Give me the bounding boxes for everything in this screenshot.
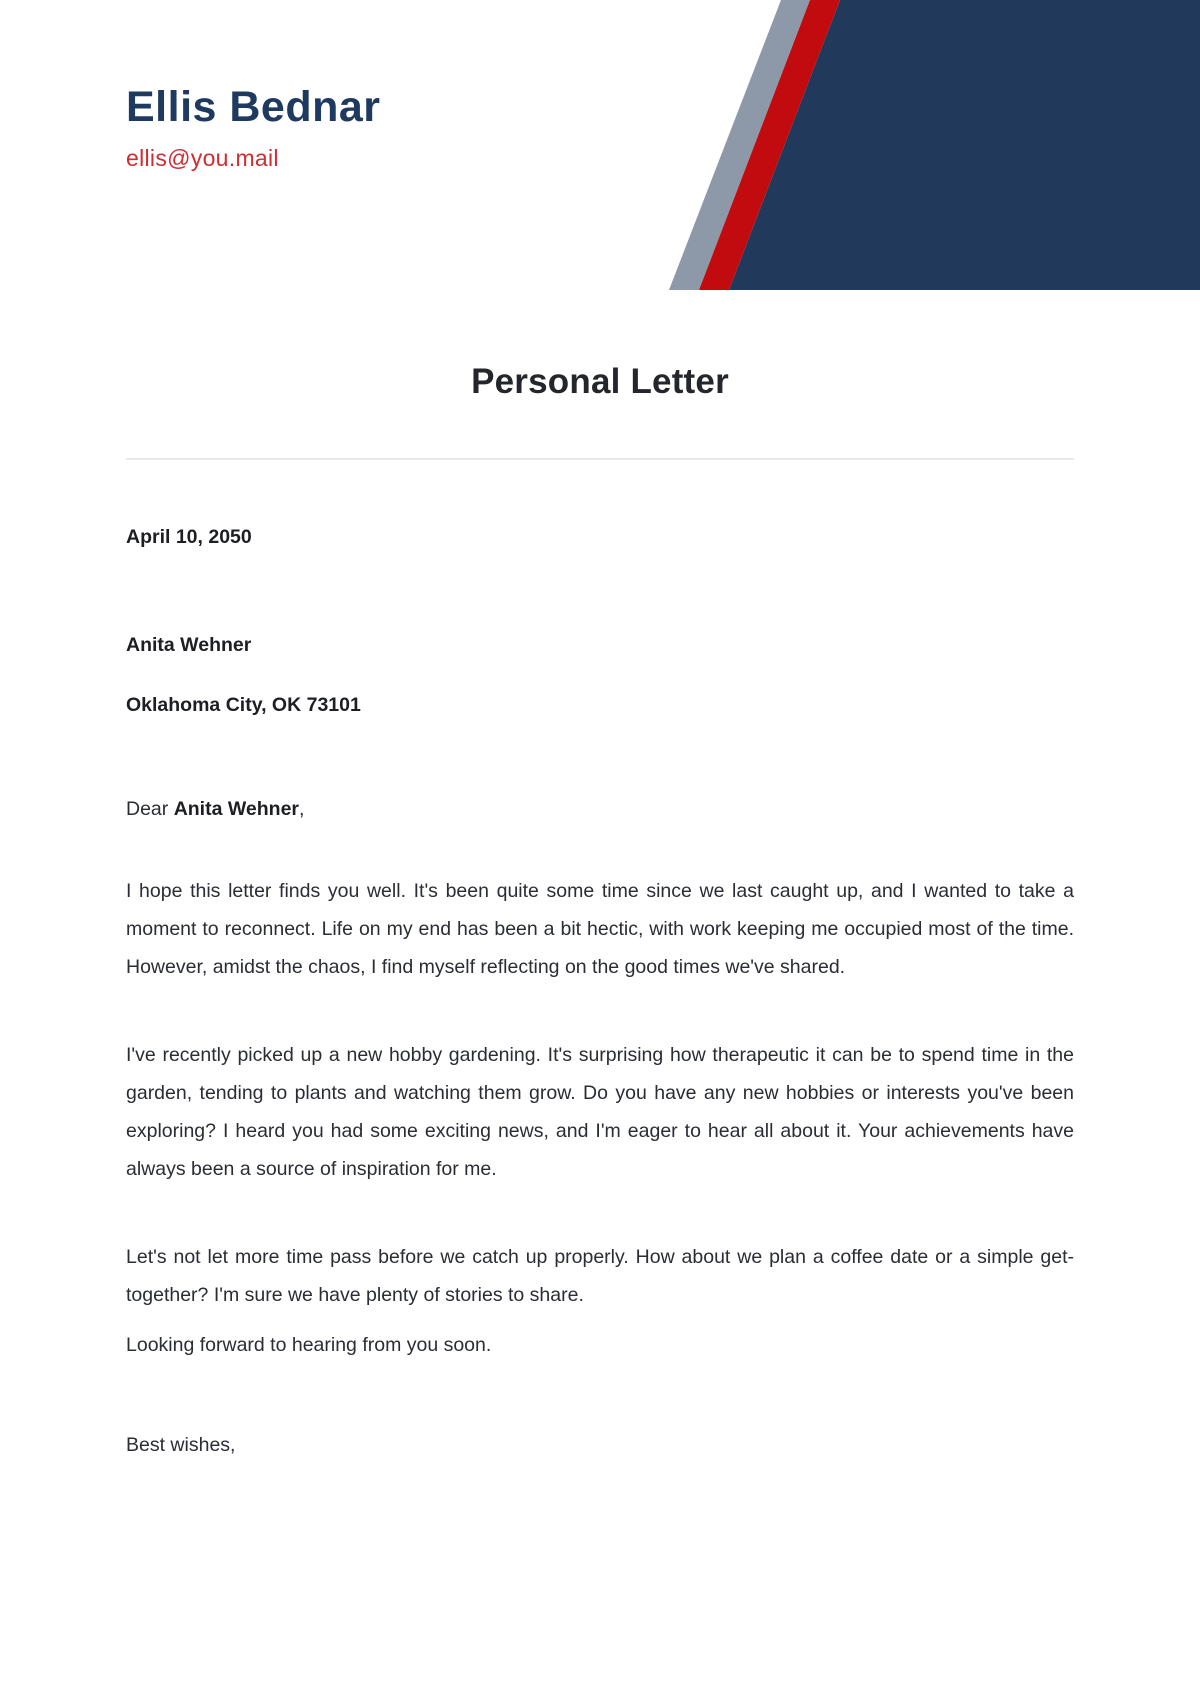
letter-paragraph: I hope this letter finds you well. It's been quite some time since we last caught up, and I wanted to take a moment to reconnect. Life on my end has been a bit hectic, with work keeping me occupied most of the time. However, amidst the chaos, I find myself reflecting on the good times we've shared. — [126, 880, 1074, 979]
sender-name: Ellis Bednar — [126, 83, 381, 131]
letter-body — [0, 460, 1200, 1464]
salutation-suffix: , — [299, 798, 305, 821]
salutation-prefix: Dear — [126, 798, 174, 821]
recipient-address: Oklahoma City, OK 73101 — [126, 694, 361, 717]
salutation-name: Anita Wehner — [173, 798, 300, 821]
recipient-name: Anita Wehner — [126, 634, 252, 657]
letterhead — [0, 0, 1200, 172]
closing-note: Looking forward to hearing from you soon. — [126, 1334, 492, 1357]
sender-email: ellis@you.mail — [126, 145, 279, 172]
letter-paragraph: Let's not let more time pass before we catch up properly. How about we plan a coffee date or a simple get-together? I'm sure we have plenty of stories to share. — [126, 1246, 1074, 1307]
letter-paragraph: I've recently picked up a new hobby gardening. It's surprising how therapeutic it can be to spend time in the garden, tending to plants and watching them grow. Do you have any new hobbies or interests you've been exploring? I heard you had some exciting news, and I'm eager to hear all about it. Your achievements have always been a source of inspiration for me. — [126, 1044, 1074, 1181]
letter-date: April 10, 2050 — [126, 526, 252, 549]
salutation — [126, 790, 1074, 828]
signoff: Best wishes, — [126, 1434, 236, 1457]
page-title: Personal Letter — [471, 362, 729, 402]
